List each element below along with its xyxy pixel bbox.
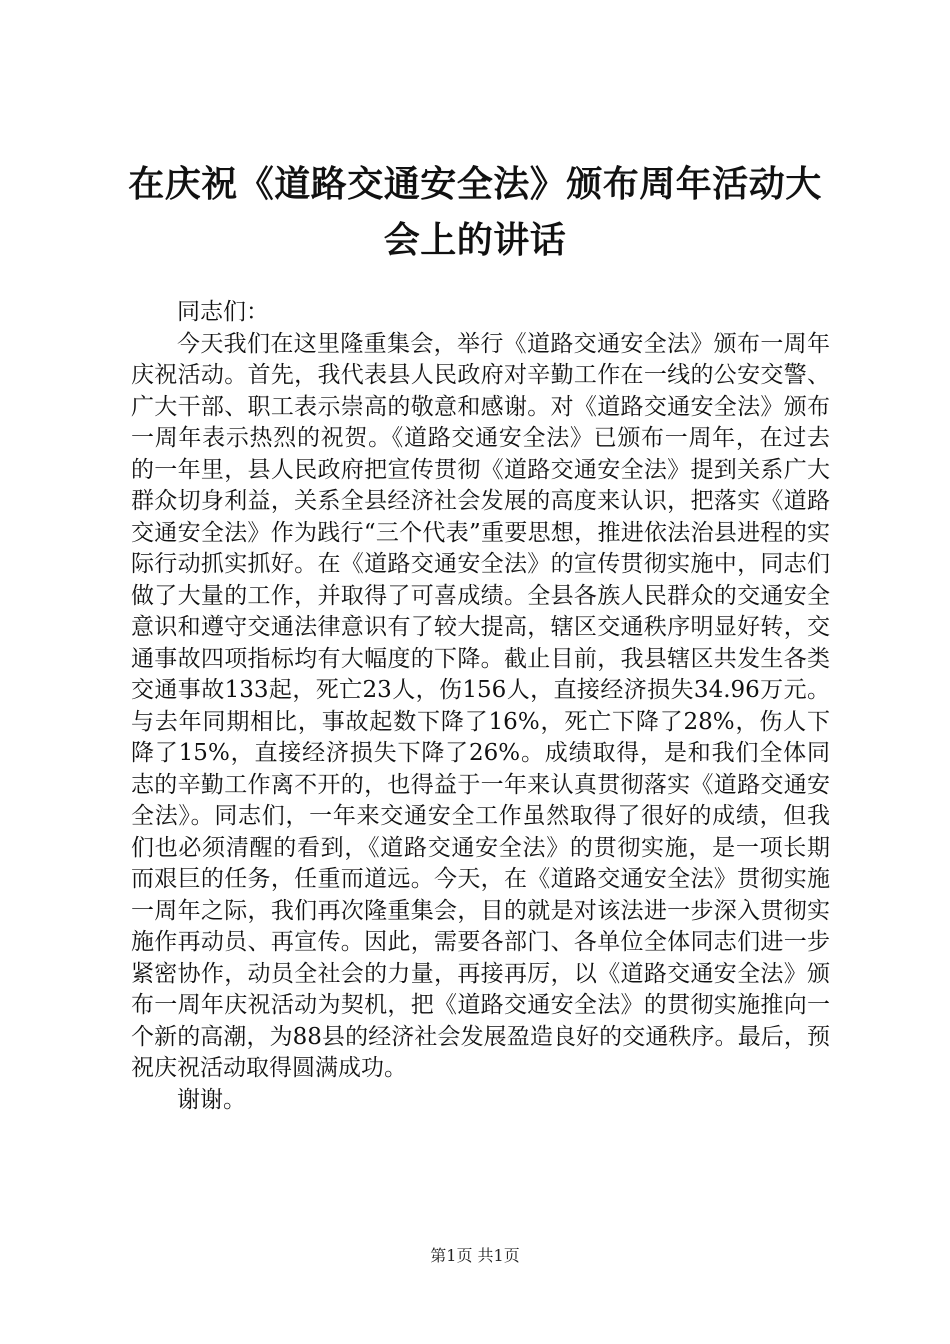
salutation: 同志们： bbox=[177, 299, 269, 325]
speech-paragraph: 今天我们在这里隆重集会，举行《道路交通安全法》颁布一周年庆祝活动。首先，我代表县人民政府对辛勤工作在一线的公安交警、广大干部、职工表示崇高的敬意和感谢。对《道路交通安全法》颁布一周年表示热烈的祝贺。《道路交通安全法》已颁布一周年，在过去的一年里，县人民政府把宣传贯彻《道路交通安全法》提到关系广大群众切身利益，关系全县经济社会发展的高度来认识，把落实《道路交通安全法》作为践行“三个代表”重要思想，推进依法治县进程的实际行动抓实抓好。在《道路交通安全法》的宣传贯彻实施中，同志们做了大量的工作，并取得了可喜成绩。全县各族人民群众的交通安全意识和遵守交通法律意识有了较大提高，辖区交通秩序明显好转，交通事故四项指标均有大幅度的下降。截止目前，我县辖区共发生各类交通事故133起，死亡23人，伤156人，直接经济损失34.96万元。与去年同期相比，事故起数下降了16%，死亡下降了28%，伤人下降了15%，直接经济损失下降了26%。成绩取得，是和我们全体同志的辛勤工作离不开的，也得益于一年来认真贯彻落实《道路交通安全法》。同志们，一年来交通安全工作虽然取得了很好的成绩，但我们也必须清醒的看到，《道路交通安全法》的贯彻实施，是一项长期而艰巨的任务，任重而道远。今天，在《道路交通安全法》贯彻实施一周年之际，我们再次隆重集会，目的就是对该法进一步深入贯彻实施作再动员、再宣传。因此，需要各部门、各单位全体同志们进一步紧密协作，动员全社会的力量，再接再厉，以《道路交通安全法》颁布一周年庆祝活动为契机，把《道路交通安全法》的贯彻实施推向一个新的高潮，为88县的经济社会发展盈造良好的交通秩序。最后，预祝庆祝活动取得圆满成功。 bbox=[131, 330, 830, 1081]
closing-line: 谢谢。 bbox=[177, 1086, 246, 1113]
document-title: 在庆祝《道路交通安全法》颁布周年活动大会上的讲话 bbox=[128, 163, 822, 261]
document-body bbox=[131, 297, 830, 1116]
page-footer: 第1页 共1页 bbox=[430, 1246, 520, 1265]
